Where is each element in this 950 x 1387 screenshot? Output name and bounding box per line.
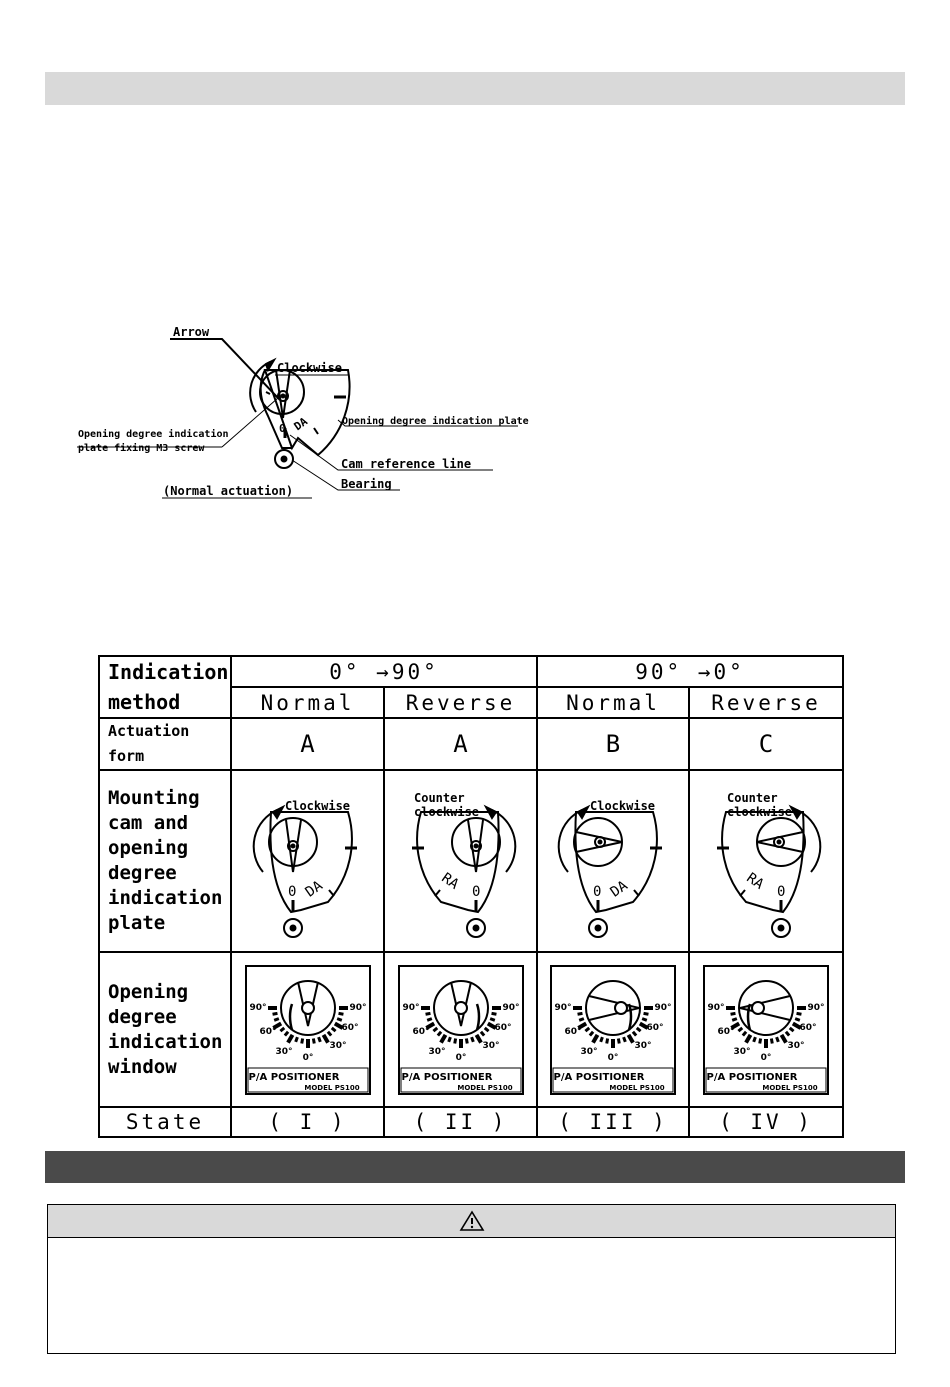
degree-label-90-left: 90° bbox=[554, 1002, 572, 1013]
caution-header bbox=[48, 1205, 895, 1238]
positioner-brand: P/A POSITIONER bbox=[401, 1071, 492, 1083]
indication-window-2 bbox=[384, 952, 537, 1107]
degree-label-60-right: 60° bbox=[493, 1022, 512, 1033]
tick-mark bbox=[425, 1013, 430, 1014]
method-cell: Reverse bbox=[689, 687, 843, 718]
positioner-model: MODEL PS100 bbox=[456, 1083, 513, 1092]
tick-mark bbox=[601, 1037, 603, 1042]
window-header-line: indication bbox=[108, 1030, 223, 1053]
section-header-band bbox=[45, 72, 905, 105]
tick-mark bbox=[731, 1013, 736, 1014]
tick-mark bbox=[318, 1037, 320, 1042]
tick-mark bbox=[590, 1031, 593, 1035]
tick-mark bbox=[644, 1013, 649, 1014]
range-0-to-90: 0° →90° bbox=[231, 656, 537, 687]
state-header: State bbox=[99, 1107, 231, 1137]
mounting-line: degree bbox=[108, 862, 177, 884]
tick-mark bbox=[313, 1038, 314, 1043]
plate-mark: DA bbox=[302, 877, 326, 901]
tick-mark bbox=[790, 1027, 794, 1030]
positioner-model: MODEL PS100 bbox=[762, 1083, 818, 1092]
tick-mark bbox=[754, 1037, 756, 1042]
mounting-diagram-1 bbox=[231, 770, 384, 952]
degree-label-60-right: 60° bbox=[646, 1022, 664, 1033]
mounting-line: cam and bbox=[108, 812, 189, 834]
tick-mark bbox=[454, 1038, 455, 1043]
actuation-cell: B bbox=[537, 718, 689, 770]
mounting-line: plate bbox=[108, 912, 166, 934]
rotation-label: clockwise bbox=[727, 805, 793, 819]
plate-label: Opening degree indication plate bbox=[342, 416, 529, 427]
tick-mark bbox=[797, 1013, 802, 1014]
tick-mark bbox=[624, 1037, 626, 1042]
plate-mark: RA bbox=[437, 870, 461, 893]
degree-label-90-left: 90° bbox=[401, 1002, 420, 1013]
degree-label-60-right: 60° bbox=[340, 1022, 359, 1033]
tick-mark bbox=[301, 1038, 302, 1043]
plate-mark: RA bbox=[743, 870, 767, 893]
tick-mark bbox=[777, 1037, 779, 1042]
tick-mark bbox=[280, 1027, 284, 1030]
da-mark: DA bbox=[291, 414, 310, 434]
mounting-diagram-4 bbox=[689, 770, 843, 952]
positioner-brand: P/A POSITIONER bbox=[706, 1071, 798, 1083]
actuation-form-header: Actuation form bbox=[99, 718, 231, 770]
screw-label-line2: plate fixing M3 screw bbox=[78, 443, 205, 454]
tick-mark bbox=[284, 1031, 287, 1035]
tick-mark bbox=[607, 1038, 608, 1043]
bearing-label: Bearing bbox=[341, 477, 392, 491]
degree-label-30-left: 30° bbox=[427, 1046, 446, 1057]
tick-mark bbox=[642, 1018, 647, 1020]
indication-header-line1: Indication bbox=[108, 660, 229, 684]
tick-mark bbox=[441, 1034, 446, 1042]
indication-method-table bbox=[98, 655, 842, 1134]
tick-mark bbox=[771, 1038, 772, 1043]
tick-mark bbox=[760, 1038, 761, 1043]
tick-mark bbox=[484, 1027, 488, 1030]
method-cell: Reverse bbox=[384, 687, 537, 718]
tick-mark bbox=[476, 1034, 481, 1042]
cam-reference-label: Cam reference line bbox=[341, 457, 472, 471]
tick-mark bbox=[272, 1013, 277, 1014]
mounting-diagram-3 bbox=[537, 770, 689, 952]
degree-label-60-left: 60° bbox=[258, 1026, 277, 1037]
tick-mark bbox=[448, 1037, 450, 1042]
indication-window-3 bbox=[537, 952, 689, 1107]
mounting-line: indication bbox=[108, 887, 223, 909]
degree-label-0: 0° bbox=[302, 1052, 313, 1063]
tick-mark bbox=[327, 1031, 330, 1035]
rotation-label: clockwise bbox=[413, 805, 479, 819]
tick-mark bbox=[337, 1018, 342, 1020]
state-cell: ( I ) bbox=[231, 1107, 384, 1137]
positioner-brand: P/A POSITIONER bbox=[248, 1071, 339, 1083]
degree-label-30-right: 30° bbox=[328, 1040, 347, 1051]
clockwise-label: Clockwise bbox=[277, 361, 343, 375]
positioner-brand: P/A POSITIONER bbox=[553, 1071, 645, 1083]
warning-triangle-icon bbox=[459, 1210, 485, 1232]
method-cell: Normal bbox=[537, 687, 689, 718]
window-header bbox=[99, 952, 231, 1107]
state-cell: ( III ) bbox=[537, 1107, 689, 1137]
actuation-cell: A bbox=[384, 718, 537, 770]
plate-mark: DA bbox=[607, 877, 631, 901]
tick-mark bbox=[437, 1031, 440, 1035]
window-header-line: window bbox=[108, 1055, 177, 1078]
tick-mark bbox=[338, 1013, 343, 1014]
degree-label-60-right: 60° bbox=[799, 1022, 817, 1033]
screw-label-line1: Opening degree indication bbox=[78, 429, 229, 440]
tick-mark bbox=[433, 1027, 437, 1030]
degree-label-90-left: 90° bbox=[707, 1002, 725, 1013]
section-header-band-dark bbox=[45, 1151, 905, 1183]
tick-mark bbox=[782, 1034, 787, 1042]
positioner-model: MODEL PS100 bbox=[303, 1083, 360, 1092]
degree-label-60-left: 60° bbox=[717, 1026, 735, 1037]
degree-label-90-left: 90° bbox=[248, 1002, 267, 1013]
actuation-cell: A bbox=[231, 718, 384, 770]
degree-label-30-right: 30° bbox=[787, 1040, 805, 1051]
zero-mark: 0 bbox=[279, 422, 286, 435]
degree-label-30-left: 30° bbox=[274, 1046, 293, 1057]
degree-label-30-left: 30° bbox=[580, 1046, 598, 1057]
range-90-to-0: 90° →0° bbox=[537, 656, 843, 687]
mounting-line: Mounting bbox=[108, 787, 200, 809]
tick-mark bbox=[295, 1037, 297, 1042]
tick-mark bbox=[593, 1034, 598, 1042]
degree-label-90-right: 90° bbox=[501, 1002, 520, 1013]
tick-mark bbox=[738, 1027, 742, 1030]
tick-mark bbox=[579, 1018, 584, 1020]
zero-mark: 0 bbox=[593, 884, 602, 900]
rotation-label: Counter bbox=[413, 791, 465, 805]
caution-box bbox=[47, 1204, 896, 1354]
mounting-diagram-2 bbox=[384, 770, 537, 952]
actuation-cell: C bbox=[689, 718, 843, 770]
tick-mark bbox=[331, 1027, 335, 1030]
tick-mark bbox=[491, 1013, 496, 1014]
degree-label-30-right: 30° bbox=[634, 1040, 652, 1051]
indication-method-header bbox=[99, 656, 231, 718]
window-header-line: Opening bbox=[108, 980, 189, 1003]
tick-mark bbox=[585, 1027, 589, 1030]
tick-mark bbox=[578, 1013, 583, 1014]
state-cell: ( IV ) bbox=[689, 1107, 843, 1137]
normal-actuation-figure bbox=[70, 320, 540, 510]
zero-mark: 0 bbox=[471, 884, 480, 900]
rotation-label: Counter bbox=[727, 791, 778, 805]
positioner-model: MODEL PS100 bbox=[609, 1083, 665, 1092]
degree-label-60-left: 60° bbox=[564, 1026, 582, 1037]
method-cell: Normal bbox=[231, 687, 384, 718]
degree-label-30-left: 30° bbox=[733, 1046, 751, 1057]
indication-header-line2: method bbox=[108, 690, 181, 714]
tick-mark bbox=[746, 1034, 751, 1042]
tick-mark bbox=[633, 1031, 636, 1035]
degree-label-0: 0° bbox=[607, 1052, 619, 1063]
tick-mark bbox=[471, 1037, 473, 1042]
tick-mark bbox=[618, 1038, 619, 1043]
tick-mark bbox=[274, 1018, 279, 1020]
tick-mark bbox=[732, 1018, 737, 1020]
tick-mark bbox=[786, 1031, 789, 1035]
arrow-label: Arrow bbox=[173, 325, 210, 339]
rotation-label: Clockwise bbox=[284, 799, 350, 813]
tick-mark bbox=[427, 1018, 432, 1020]
mounting-line: opening bbox=[108, 837, 189, 859]
tick-mark bbox=[466, 1038, 467, 1043]
degree-label-90-right: 90° bbox=[807, 1002, 825, 1013]
state-cell: ( II ) bbox=[384, 1107, 537, 1137]
tick-mark bbox=[637, 1027, 641, 1030]
mounting-header bbox=[99, 770, 231, 952]
zero-mark: 0 bbox=[777, 884, 786, 900]
tick-mark bbox=[323, 1034, 328, 1042]
tick-mark bbox=[480, 1031, 483, 1035]
degree-label-0: 0° bbox=[760, 1052, 772, 1063]
tick-mark bbox=[743, 1031, 746, 1035]
degree-label-60-left: 60° bbox=[411, 1026, 430, 1037]
degree-label-90-right: 90° bbox=[348, 1002, 367, 1013]
tick-mark bbox=[490, 1018, 495, 1020]
tick-mark bbox=[288, 1034, 293, 1042]
degree-label-90-right: 90° bbox=[654, 1002, 672, 1013]
window-header-line: degree bbox=[108, 1005, 177, 1028]
tick-mark bbox=[795, 1018, 800, 1020]
degree-label-30-right: 30° bbox=[481, 1040, 500, 1051]
indication-window-4 bbox=[689, 952, 843, 1107]
rotation-label: Clockwise bbox=[590, 799, 656, 813]
tick-mark bbox=[629, 1034, 634, 1042]
degree-label-0: 0° bbox=[455, 1052, 466, 1063]
indication-window-1 bbox=[231, 952, 384, 1107]
zero-mark: 0 bbox=[287, 884, 296, 900]
figure-caption: (Normal actuation) bbox=[163, 484, 294, 498]
